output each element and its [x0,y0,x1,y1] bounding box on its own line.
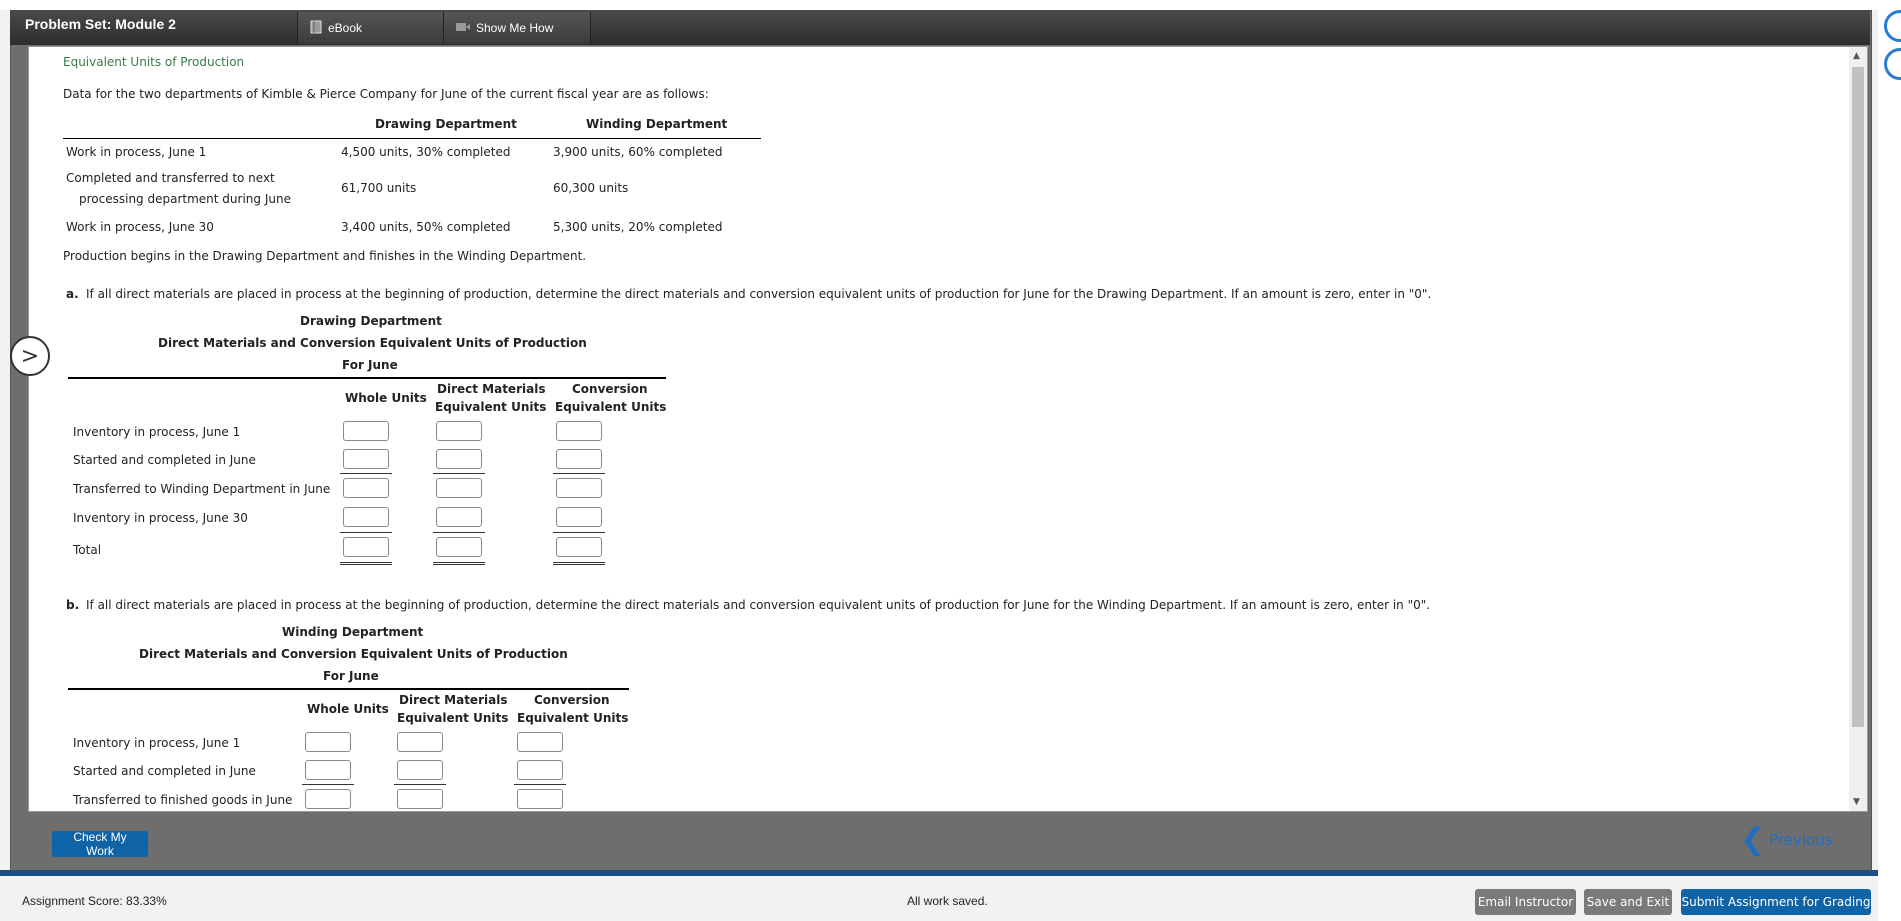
part-a-total-rule [433,532,485,533]
vertical-scrollbar[interactable] [1849,47,1867,811]
part-b-conv-input[interactable] [517,789,563,809]
part-a-whole-input[interactable] [343,537,389,557]
part-a-col-whole: Whole Units [345,391,427,405]
part-b-dm-input[interactable] [397,789,443,809]
part-a-title-rule [68,377,666,379]
previous-button[interactable] [1740,822,1833,857]
part-a-whole-input[interactable] [343,421,389,441]
part-a-col-conv-2: Equivalent Units [555,400,667,414]
data-row-label: Work in process, June 1 [66,145,207,159]
part-b-subtotal-rule [394,784,446,785]
part-a-col-conv-1: Conversion [572,382,648,396]
assignment-score: Assignment Score: 83.33% [22,894,167,908]
part-a-total-rule [340,532,392,533]
part-a-col-dm-1: Direct Materials [437,382,546,396]
part-a-double-rule [433,562,485,565]
data-row-label-cont: processing department during June [79,192,291,206]
previous-label: Previous [1769,831,1833,849]
part-a-col-dm-2: Equivalent Units [435,400,547,414]
part-a-row-label: Inventory in process, June 30 [73,511,248,525]
part-b-col-dm-2: Equivalent Units [397,711,509,725]
part-a-dm-input[interactable] [436,537,482,557]
part-b-dm-input[interactable] [397,732,443,752]
part-a-subtotal-rule [340,473,392,474]
part-a-conv-input[interactable] [556,507,602,527]
part-b-title-1: Winding Department [282,625,424,639]
part-b-whole-input[interactable] [305,760,351,780]
part-b-col-conv-2: Equivalent Units [517,711,629,725]
part-b-question: If all direct materials are placed in process at the beginning of production, determine the direct materials and conversion equivalent units of production for June for the Winding Department. If an amount is zero, enter in "0". [86,598,1431,612]
right-edge-panel [1878,0,1901,921]
chevron-left-icon: ❮ [1740,822,1766,857]
part-a-conv-input[interactable] [556,478,602,498]
problem-intro: Data for the two departments of Kimble & Pierce Company for June of the current fiscal year are as follows: [63,87,709,101]
data-row-label: Completed and transferred to next [66,171,275,185]
tab-show-me-how[interactable] [443,12,591,44]
scroll-down-icon[interactable]: ▼ [1853,797,1860,807]
production-note: Production begins in the Drawing Department and finishes in the Winding Department. [63,249,587,263]
part-a-dm-input[interactable] [436,449,482,469]
part-a-conv-input[interactable] [556,421,602,441]
data-row-drawing: 3,400 units, 50% completed [341,220,511,234]
part-b-conv-input[interactable] [517,760,563,780]
part-a-letter: a. [66,287,79,301]
tab-show-me-how-label: Show Me How [476,21,554,35]
part-a-row-label: Inventory in process, June 1 [73,425,241,439]
part-b-row-label: Inventory in process, June 1 [73,736,241,750]
tab-ebook-label: eBook [328,21,363,35]
data-row-drawing: 4,500 units, 30% completed [341,145,511,159]
submit-assignment-button[interactable]: Submit Assignment for Grading [1681,889,1871,915]
part-a-subtotal-rule [553,473,605,474]
part-a-conv-input[interactable] [556,537,602,557]
top-band [0,0,1901,10]
check-my-work-button[interactable]: Check My Work [52,831,148,857]
tab-ebook[interactable] [297,12,444,44]
data-row-winding: 5,300 units, 20% completed [553,220,723,234]
book-icon [310,20,322,37]
part-b-whole-input[interactable] [305,732,351,752]
scrollbar-thumb[interactable] [1852,67,1864,727]
part-b-row-label: Transferred to finished goods in June [73,793,293,807]
data-row-label: Work in process, June 30 [66,220,214,234]
col-winding-header: Winding Department [586,117,728,131]
part-a-dm-input[interactable] [436,421,482,441]
title-bar [10,10,1870,45]
part-b-col-conv-1: Conversion [534,693,610,707]
part-b-dm-input[interactable] [397,760,443,780]
part-b-title-3: For June [323,669,379,683]
expand-panel-button[interactable] [10,336,50,376]
save-status: All work saved. [907,894,988,908]
part-a-row-label: Transferred to Winding Department in June [73,482,331,496]
part-a-title-3: For June [342,358,398,372]
part-a-whole-input[interactable] [343,449,389,469]
part-a-title-1: Drawing Department [300,314,442,328]
part-a-question: If all direct materials are placed in process at the beginning of production, determine the direct materials and conversion equivalent units of production for June for the Drawing Department. If an amount is zero, enter in "0". [86,287,1432,301]
part-a-row-label: Total [73,543,102,557]
part-b-col-whole: Whole Units [307,702,389,716]
part-b-subtotal-rule [514,784,566,785]
part-b-row-label: Started and completed in June [73,764,256,778]
part-a-whole-input[interactable] [343,478,389,498]
part-a-double-rule [340,562,392,565]
col-drawing-header: Drawing Department [375,117,517,131]
page-title: Problem Set: Module 2 [25,16,176,32]
part-a-row-label: Started and completed in June [73,453,256,467]
data-row-winding: 60,300 units [553,181,629,195]
part-a-conv-input[interactable] [556,449,602,469]
part-a-dm-input[interactable] [436,507,482,527]
part-b-title-rule [68,688,629,690]
part-b-title-2: Direct Materials and Conversion Equivalent Units of Production [139,647,568,661]
problem-scroll-area[interactable] [29,47,1847,811]
chevron-right-icon: > [20,344,40,369]
part-a-dm-input[interactable] [436,478,482,498]
scroll-up-icon[interactable]: ▲ [1853,51,1860,61]
content-panel [28,46,1868,812]
data-row-drawing: 61,700 units [341,181,417,195]
video-icon [456,21,470,35]
part-a-double-rule [553,562,605,565]
part-b-conv-input[interactable] [517,732,563,752]
data-table-rule [63,138,761,139]
part-b-whole-input[interactable] [305,789,351,809]
data-row-winding: 3,900 units, 60% completed [553,145,723,159]
part-a-whole-input[interactable] [343,507,389,527]
part-a-title-2: Direct Materials and Conversion Equivalent Units of Production [158,336,587,350]
part-a-subtotal-rule [433,473,485,474]
part-b-subtotal-rule [302,784,354,785]
part-a-total-rule [553,532,605,533]
part-b-col-dm-1: Direct Materials [399,693,508,707]
part-b-letter: b. [66,598,80,612]
email-instructor-button[interactable]: Email Instructor [1475,889,1576,915]
problem-heading: Equivalent Units of Production [63,55,245,69]
save-and-exit-button[interactable]: Save and Exit [1584,889,1672,915]
